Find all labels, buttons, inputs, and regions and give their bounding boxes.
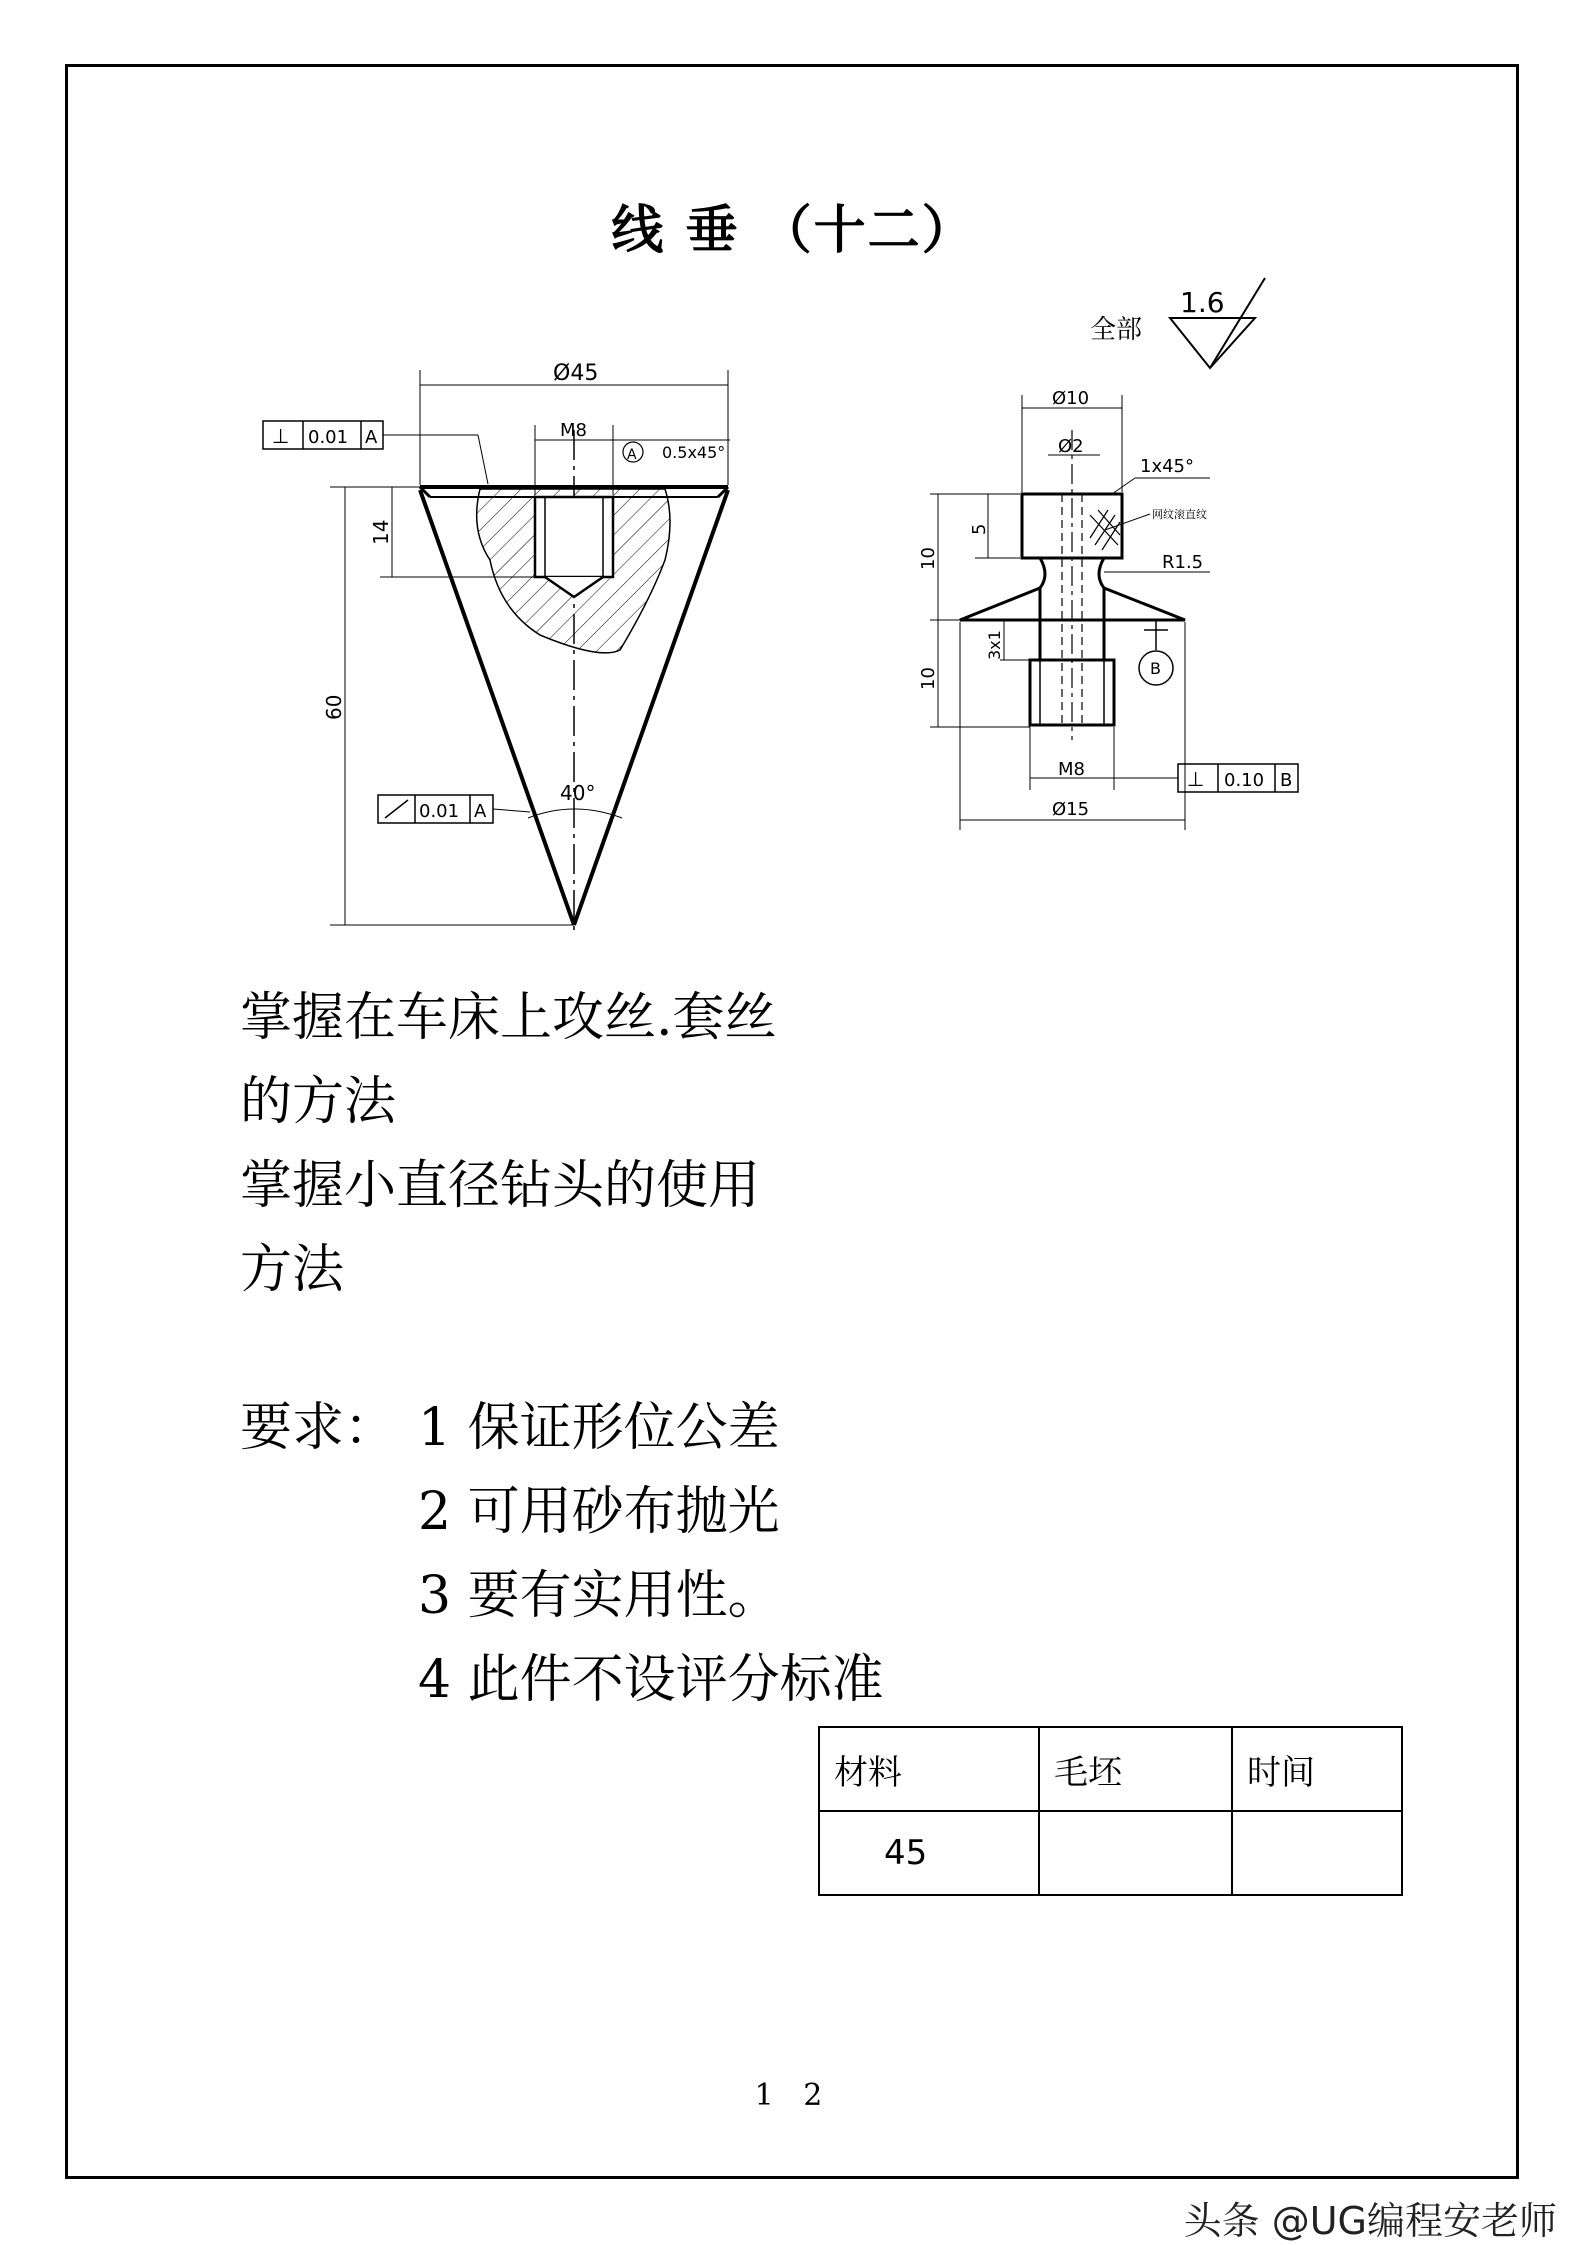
objective-line: 掌握小直径钻头的使用 bbox=[240, 1156, 761, 1216]
dim-dia-2: Ø2 bbox=[1058, 436, 1084, 457]
roughness-label: 全部 bbox=[1090, 315, 1143, 345]
requirement-item: 4 此件不设评分标准 bbox=[418, 1650, 884, 1710]
objective-line: 的方法 bbox=[240, 1072, 397, 1132]
header-time: 时间 bbox=[1232, 1727, 1402, 1811]
perp-tol-value-left: 0.01 bbox=[308, 427, 349, 448]
chamfer-left: 0.5x45° bbox=[662, 443, 726, 462]
value-time bbox=[1232, 1811, 1402, 1895]
runout-tol-value: 0.01 bbox=[419, 801, 460, 822]
dim-m8-right: M8 bbox=[1058, 759, 1085, 780]
dim-5: 5 bbox=[969, 523, 990, 535]
table-header-row bbox=[819, 1727, 1402, 1811]
dim-dia-45: Ø45 bbox=[553, 361, 599, 386]
dim-10-bottom: 10 bbox=[918, 667, 939, 690]
perp-tol-symbol-right: ⊥ bbox=[1187, 767, 1205, 791]
page-title: 线 垂 （十二） bbox=[611, 200, 976, 261]
perp-tol-datum-left: A bbox=[365, 427, 378, 448]
spec-table bbox=[818, 1726, 1403, 1896]
requirement-item: 3 要有实用性。 bbox=[418, 1566, 780, 1626]
knurl-note: 网纹滚直纹 bbox=[1152, 508, 1207, 521]
table-row bbox=[819, 1811, 1402, 1895]
dim-dia-15: Ø15 bbox=[1052, 799, 1090, 820]
requirements bbox=[240, 1386, 884, 1722]
roughness-value: 1.6 bbox=[1180, 286, 1225, 319]
perp-tol-value-right: 0.10 bbox=[1224, 770, 1265, 791]
objectives bbox=[240, 976, 777, 1312]
page-number: 1 2 bbox=[754, 2078, 833, 2113]
watermark: 头条 @UG编程安老师 bbox=[1183, 2199, 1557, 2243]
value-blank bbox=[1039, 1811, 1232, 1895]
technical-drawing bbox=[0, 0, 1587, 1000]
objective-line: 方法 bbox=[240, 1240, 345, 1300]
value-material: 45 bbox=[819, 1811, 1039, 1895]
dim-angle: 40° bbox=[560, 781, 596, 805]
requirement-item: 2 可用砂布抛光 bbox=[418, 1482, 780, 1542]
dim-m8-left: M8 bbox=[560, 420, 587, 441]
chamfer-right: 1x45° bbox=[1140, 456, 1195, 477]
datum-b-mark: B bbox=[1150, 659, 1161, 678]
requirements-label: 要求： bbox=[240, 1398, 397, 1458]
dim-dia-10: Ø10 bbox=[1052, 388, 1090, 409]
header-blank: 毛坯 bbox=[1039, 1727, 1232, 1811]
dim-60: 60 bbox=[322, 694, 346, 720]
dim-10-top: 10 bbox=[918, 547, 939, 570]
header-material: 材料 bbox=[819, 1727, 1039, 1811]
dim-14: 14 bbox=[369, 519, 393, 545]
radius-label: R1.5 bbox=[1162, 552, 1204, 573]
runout-tol-datum: A bbox=[474, 801, 487, 822]
perp-tol-datum-right: B bbox=[1280, 770, 1293, 791]
objective-line: 掌握在车床上攻丝.套丝 bbox=[240, 988, 777, 1048]
perp-tol-symbol-left: ⊥ bbox=[272, 424, 290, 448]
requirement-item: 1 保证形位公差 bbox=[418, 1398, 780, 1458]
datum-a-mark: A bbox=[627, 447, 637, 463]
dim-undercut: 3x1 bbox=[985, 630, 1004, 660]
